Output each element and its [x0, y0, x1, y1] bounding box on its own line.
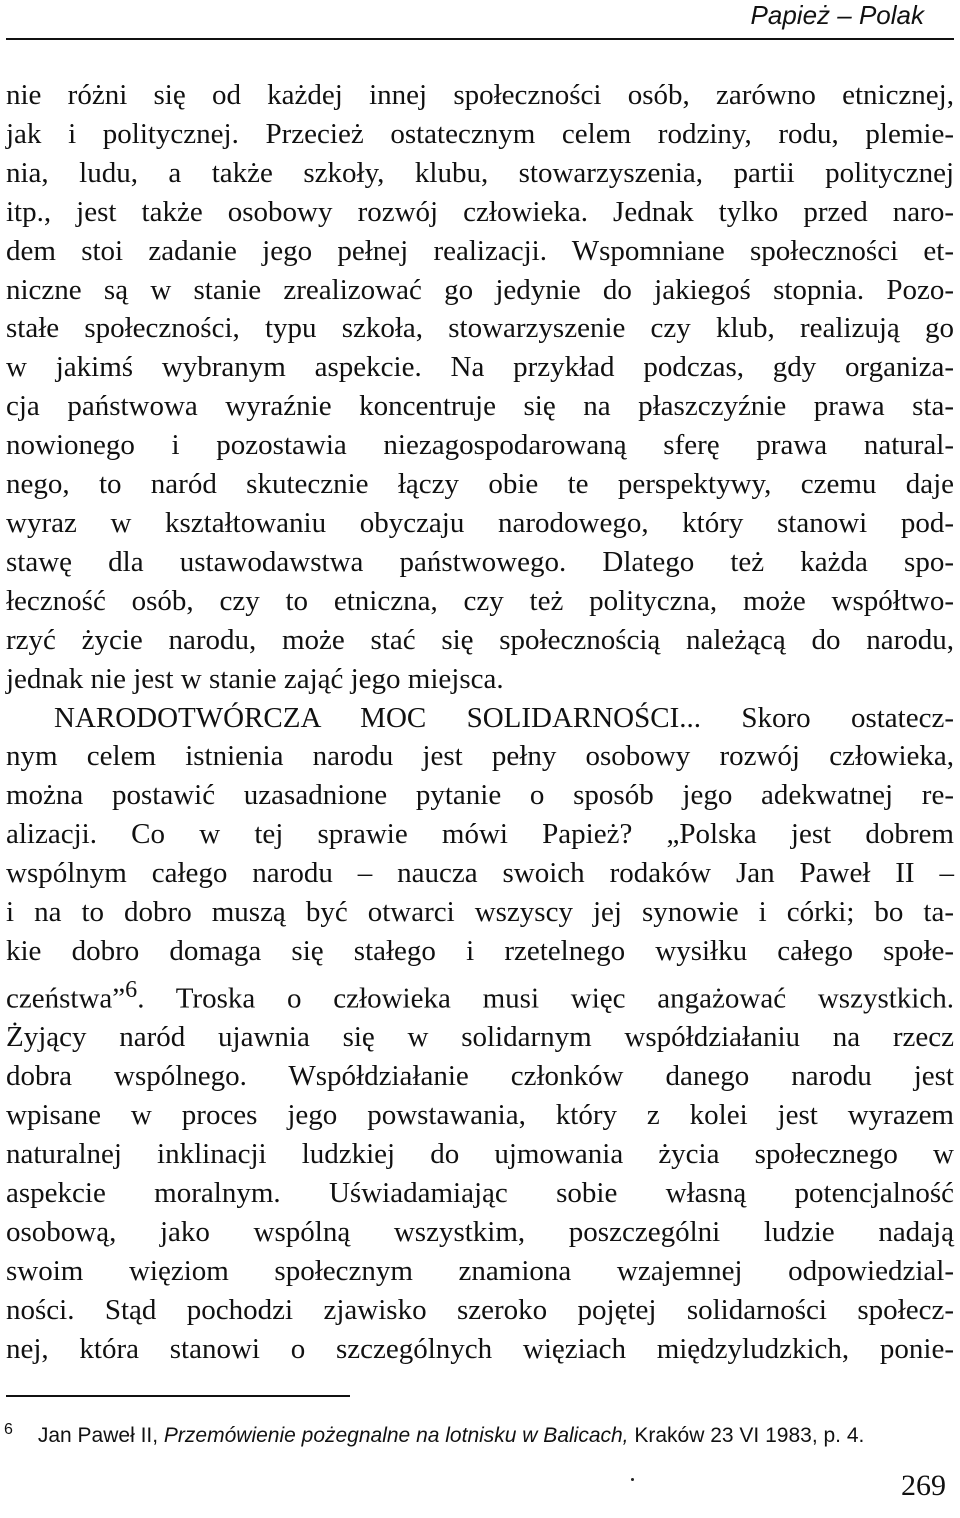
text-line: itp., jest także osobowy rozwój człowieka. Jednak tylko przed naro- [6, 195, 954, 228]
text-line: w jakimś wybranym aspekcie. Na przykład podczas, gdy organiza- [6, 351, 954, 384]
text-line: alizacji. Co w tej sprawie mówi Papież? „Polska jest dobrem [6, 818, 954, 851]
footnote-title: Przemówienie pożegnalne na lotnisku w Balicach, [163, 1424, 629, 1447]
text-line: nego, to naród skutecznie łączy obie te perspektywy, czemu daje [6, 468, 954, 501]
text-line: nia, ludu, a także szkoły, klubu, stowarzyszenia, partii politycznej [6, 156, 954, 189]
text-line: stawę dla ustawodawstwa państwowego. Dlatego też każda spo- [6, 545, 954, 578]
footnote-place-date: Kraków 23 VI 1983, p. 4. [634, 1424, 865, 1447]
text-line: dem stoi zadanie jego pełnej realizacji. Wspomniane społeczności et- [6, 234, 954, 267]
text-line: naturalnej inklinacji ludzkiej do ujmowania życia społecznego w [6, 1138, 954, 1171]
text-fragment: czeństwa” [6, 982, 126, 1015]
section-heading-line: NARODOTWÓRCZA MOC SOLIDARNOŚCI... Skoro ostatecz- [54, 701, 954, 734]
text-line: stałe społeczności, typu szkoła, stowarzyszenie czy klub, realizują go [6, 312, 954, 345]
page-number: 269 [901, 1469, 946, 1502]
footnote [4, 1416, 954, 1450]
print-speck [631, 1478, 634, 1481]
text-line: łeczność osób, czy to etniczna, czy też polityczna, może współtwo- [6, 584, 954, 617]
text-line: nej, która stanowi o szczególnych więziach międzyludzkich, ponie- [6, 1332, 954, 1365]
text-line: nie różni się od każdej innej społeczności osób, zarówno etnicznej, [6, 79, 954, 111]
text-line: Żyjący naród ujawnia się w solidarnym współdziałaniu na rzecz [6, 1021, 954, 1054]
text-line: jak i politycznej. Przecież ostatecznym celem rodziny, rodu, plemie- [6, 117, 954, 150]
footnote-rule [6, 1395, 350, 1397]
text-line: wyraz w kształtowaniu obyczaju narodowego, który stanowi pod- [6, 506, 954, 539]
text-line: wpisane w proces jego powstawania, który z kolei jest wyrazem [6, 1099, 954, 1132]
text-line: aspekcie moralnym. Uświadamiając sobie własną potencjalność [6, 1177, 954, 1210]
text-fragment: . Troska o człowieka musi więc angażować wszystkich. [137, 982, 954, 1015]
text-line: ności. Stąd pochodzi zjawisko szeroko pojętej solidarności społecz- [6, 1293, 954, 1326]
text-line-with-footnote-ref [6, 971, 954, 1019]
body-text [6, 76, 954, 1369]
text-line: swoim więziom społecznym znamiona wzajemnej odpowiedzial- [6, 1254, 954, 1287]
text-line: rzyć życie narodu, może stać się społecznością należącą do narodu, [6, 623, 954, 656]
text-line: osobową, jako wspólną wszystkim, poszczególni ludzie nadają [6, 1215, 954, 1248]
text-line: jednak nie jest w stanie zająć jego miejsca. [6, 662, 504, 695]
footnote-reference: 6 [125, 975, 138, 1003]
text-line: cja państwowa wyraźnie koncentruje się na płaszczyźnie prawa sta- [6, 390, 954, 423]
text-line: i na to dobro muszą być otwarci wszyscy jej synowie i córki; bo ta- [6, 896, 954, 929]
text-line: kie dobro domaga się stałego i rzetelnego wysiłku całego społe- [6, 934, 954, 967]
running-title: Papież – Polak [750, 0, 924, 30]
text-line: wspólnym całego narodu – naucza swoich rodaków Jan Paweł II – [6, 857, 954, 890]
footnote-number: 6 [4, 1421, 13, 1438]
header-rule [6, 38, 954, 40]
text-line: można postawić uzasadnione pytanie o sposób jego adekwatnej re- [6, 779, 954, 812]
text-line: nowionego i pozostawia niezagospodarowaną sferę prawa natural- [6, 429, 954, 462]
text-line: nym celem istnienia narodu jest pełny osobowy rozwój człowieka, [6, 740, 954, 773]
text-line: niczne są w stanie zrealizować go jedynie do jakiegoś stopnia. Pozo- [6, 273, 954, 306]
footnote-author: Jan Paweł II, [37, 1424, 159, 1447]
text-line: dobra wspólnego. Współdziałanie członków danego narodu jest [6, 1060, 954, 1093]
